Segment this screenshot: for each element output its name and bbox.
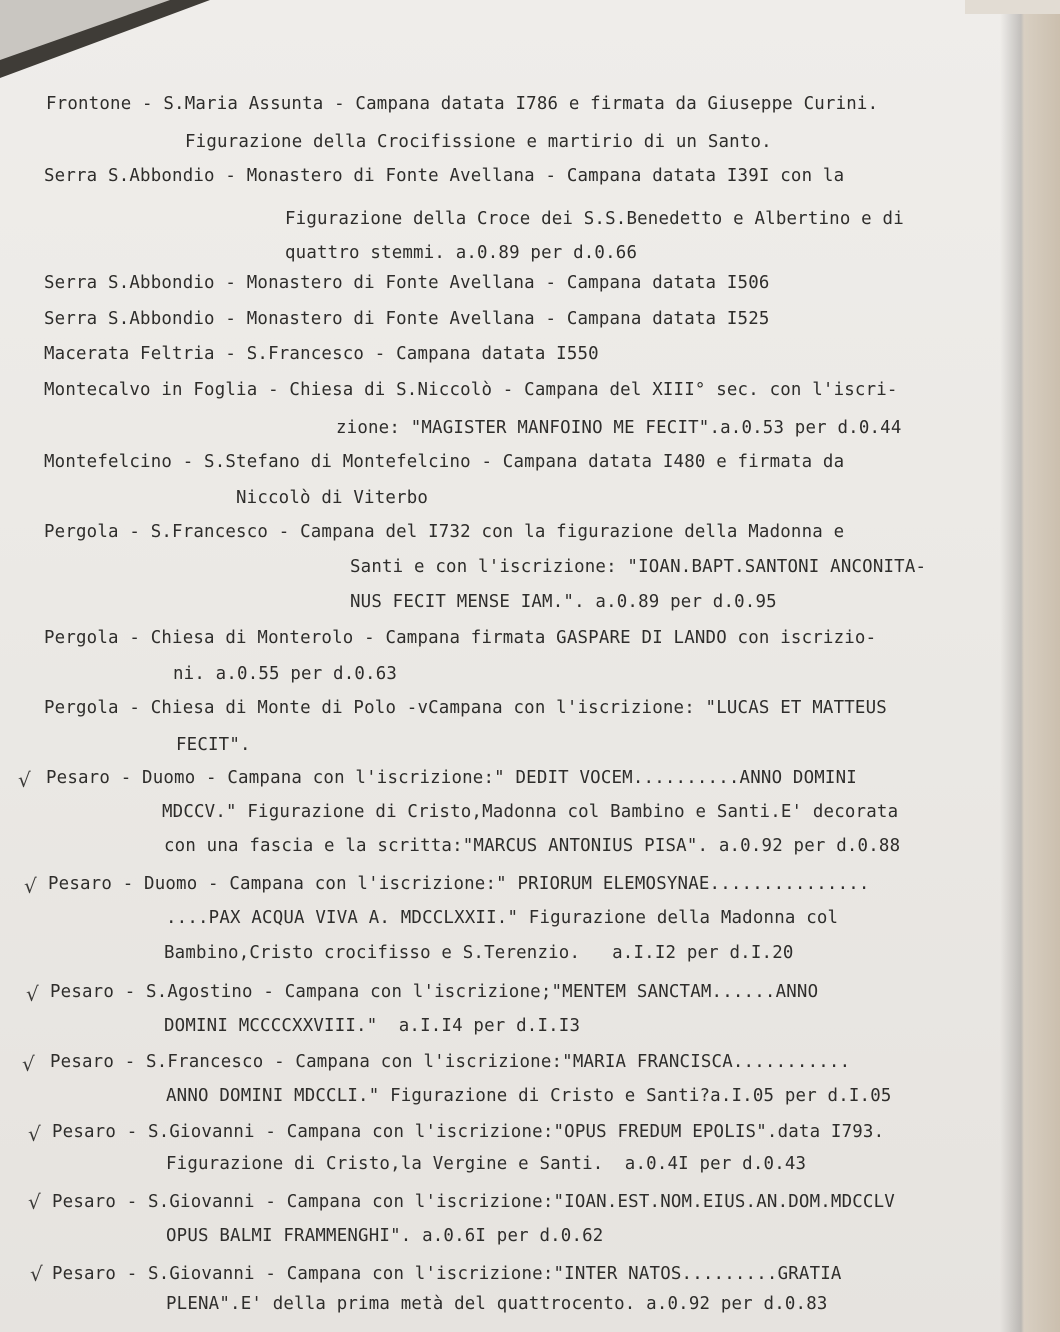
entry-line: Frontone - S.Maria Assunta - Campana datata I786 e firmata da Giuseppe Curini. [46,94,879,114]
entry-line: ANNO DOMINI MDCCLI." Figurazione di Cristo e Santi?a.I.05 per d.I.05 [166,1086,892,1106]
check-mark-icon: √ [22,1052,35,1076]
entry-line: Pesaro - S.Giovanni - Campana con l'iscrizione:"INTER NATOS.........GRATIA [52,1264,842,1284]
entry-line: Santi e con l'iscrizione: "IOAN.BAPT.SANTONI ANCONITA- [350,557,927,577]
entry-line: Pesaro - S.Francesco - Campana con l'iscrizione:"MARIA FRANCISCA........... [50,1052,851,1072]
entry-line: Pesaro - Duomo - Campana con l'iscrizione:" PRIORUM ELEMOSYNAE............... [48,874,870,894]
entry-line: NUS FECIT MENSE IAM.". a.0.89 per d.0.95 [350,592,777,612]
entry-line: Serra S.Abbondio - Monastero di Fonte Avellana - Campana datata I525 [44,309,770,329]
entry-line: Pergola - Chiesa di Monte di Polo -vCampana con l'iscrizione: "LUCAS ET MATTEUS [44,698,887,718]
entry-line: Pergola - S.Francesco - Campana del I732 con la figurazione della Madonna e [44,522,845,542]
entry-line: Serra S.Abbondio - Monastero di Fonte Avellana - Campana datata I39I con la [44,166,845,186]
entry-line: ....PAX ACQUA VIVA A. MDCCLXXII." Figurazione della Madonna col [166,908,839,928]
entry-line: zione: "MAGISTER MANFOINO ME FECIT".a.0.53 per d.0.44 [336,418,902,438]
entry-line: Pesaro - S.Agostino - Campana con l'iscrizione;"MENTEM SANCTAM......ANNO [50,982,819,1002]
check-mark-icon: √ [18,768,31,792]
check-mark-icon: √ [28,1190,41,1214]
entry-line: DOMINI MCCCCXXVIII." a.I.I4 per d.I.I3 [164,1016,581,1036]
check-mark-icon: √ [30,1262,43,1286]
entry-line: Niccolò di Viterbo [236,488,429,508]
entry-line: Macerata Feltria - S.Francesco - Campana datata I550 [44,344,599,364]
check-mark-icon: √ [28,1122,41,1146]
entry-line: OPUS BALMI FRAMMENGHI". a.0.6I per d.0.62 [166,1226,604,1246]
entry-line: Figurazione di Cristo,la Vergine e Santi. a.0.4I per d.0.43 [166,1154,807,1174]
entry-line: Montecalvo in Foglia - Chiesa di S.Niccolò - Campana del XIII° sec. con l'iscri- [44,380,898,400]
entry-line: Pesaro - Duomo - Campana con l'iscrizione:" DEDIT VOCEM..........ANNO DOMINI [46,768,857,788]
entry-line: Pesaro - S.Giovanni - Campana con l'iscrizione:"IOAN.EST.NOM.EIUS.AN.DOM.MDCCLV [52,1192,895,1212]
entry-line: Montefelcino - S.Stefano di Montefelcino - Campana datata I480 e firmata da [44,452,845,472]
entry-line: ni. a.0.55 per d.0.63 [173,664,398,684]
check-mark-icon: √ [26,982,39,1006]
entry-line: quattro stemmi. a.0.89 per d.0.66 [285,243,638,263]
entry-line: PLENA".E' della prima metà del quattrocento. a.0.92 per d.0.83 [166,1294,828,1314]
check-mark-icon: √ [24,874,37,898]
entry-line: Figurazione della Crocifissione e martirio di un Santo. [185,132,772,152]
entry-line: con una fascia e la scritta:"MARCUS ANTONIUS PISA". a.0.92 per d.0.88 [164,836,901,856]
entry-line: Pesaro - S.Giovanni - Campana con l'iscrizione:"OPUS FREDUM EPOLIS".data I793. [52,1122,885,1142]
entry-line: MDCCV." Figurazione di Cristo,Madonna col Bambino e Santi.E' decorata [162,802,899,822]
entry-line: Serra S.Abbondio - Monastero di Fonte Avellana - Campana datata I506 [44,273,770,293]
entry-line: FECIT". [176,735,251,755]
entry-line: Bambino,Cristo crocifisso e S.Terenzio. a.I.I2 per d.I.20 [164,943,794,963]
entry-line: Figurazione della Croce dei S.S.Benedetto e Albertino e di [285,209,904,229]
entry-line: Pergola - Chiesa di Monterolo - Campana firmata GASPARE DI LANDO con iscrizio- [44,628,877,648]
